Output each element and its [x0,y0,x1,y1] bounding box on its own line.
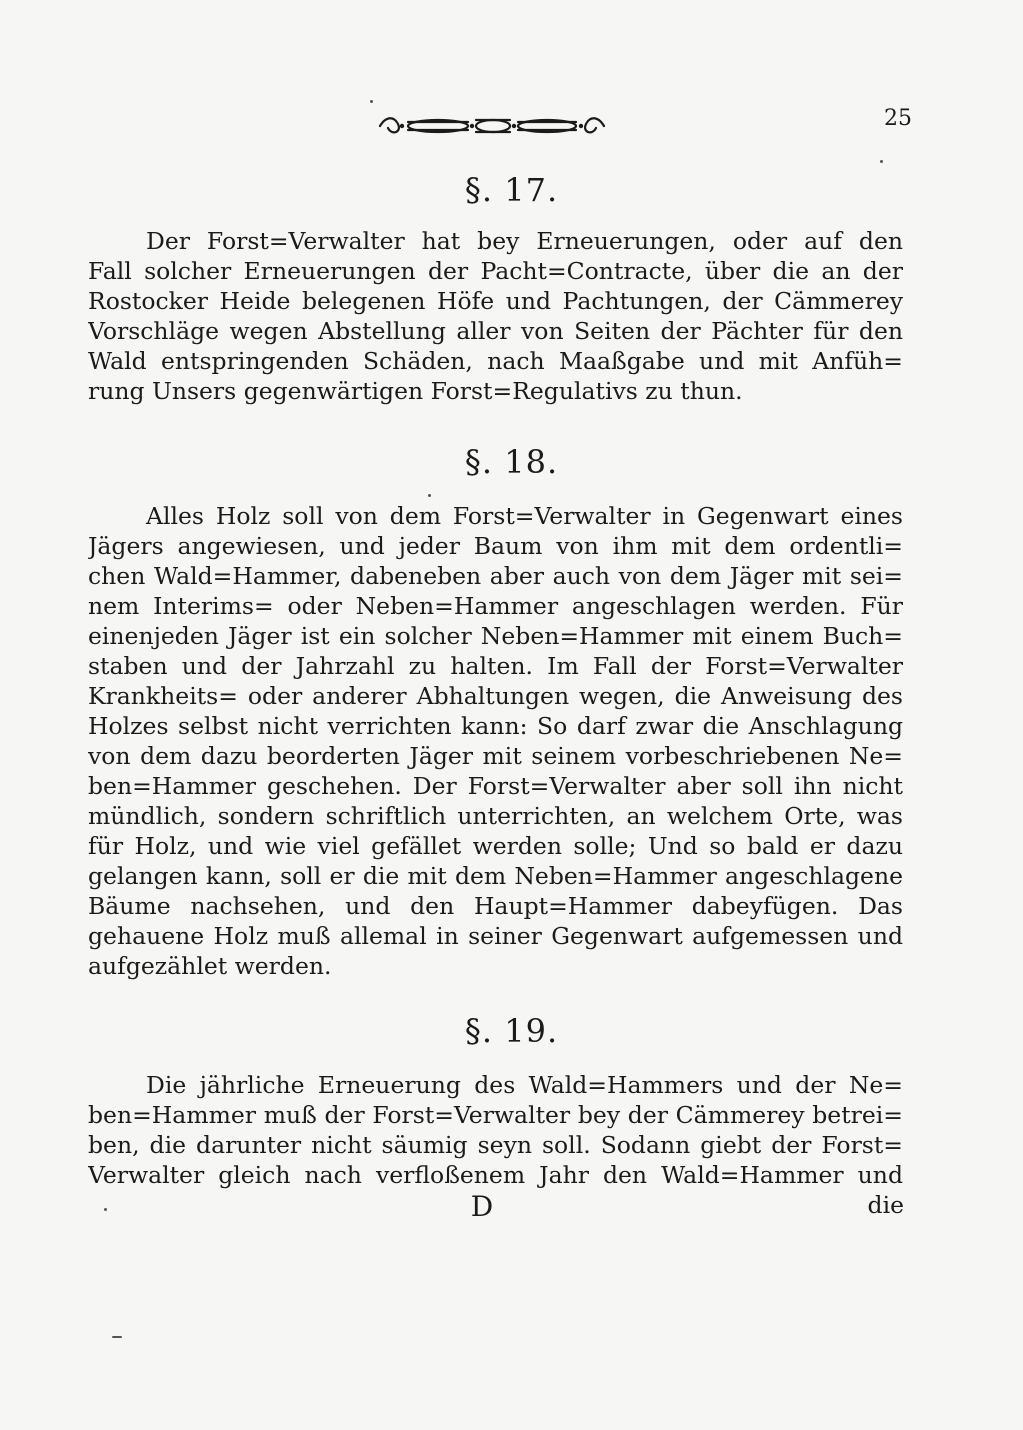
scan-speck [880,160,883,163]
ornamental-vignette-icon [372,106,612,142]
catchword: die [867,1191,904,1219]
text-line: staben und der Jahrzahl zu halten. Im Fall der Forst=Verwalter [88,652,903,680]
text-line: aufgezählet werden. [88,952,332,980]
text-line: gelangen kann, soll er die mit dem Neben=Hammer angeschlagene [88,862,903,890]
page-number: 25 [884,106,912,131]
text-line: rung Unsers gegenwärtigen Forst=Regulativs zu thun. [88,377,743,405]
text-line: Der Forst=Verwalter hat bey Erneuerungen, oder auf den [146,227,903,255]
text-line: gehauene Holz muß allemal in seiner Gegenwart aufgemessen und [88,922,903,950]
section-heading-19: §. 19. [464,1012,559,1050]
signature-mark: D [470,1190,494,1223]
section-paragraph-19 [88,1070,903,1190]
section-paragraph-18 [88,501,903,981]
text-line: Krankheits= oder anderer Abhaltungen wegen, die Anweisung des [88,682,903,710]
text-line: ben, die darunter nicht säumig seyn soll. Sodann giebt der Forst= [88,1131,903,1159]
section-heading-18: §. 18. [464,443,559,481]
scan-speck [428,494,431,497]
scan-speck [104,1208,107,1211]
text-line: Verwalter gleich nach verfloßenem Jahr den Wald=Hammer und [88,1161,903,1189]
text-line: Die jährliche Erneuerung des Wald=Hammers und der Ne= [146,1071,903,1099]
text-line: Holzes selbst nicht verrichten kann: So darf zwar die Anschlagung [88,712,903,740]
text-line: mündlich, sondern schriftlich unterrichten, an welchem Orte, was [88,802,903,830]
section-heading-17: §. 17. [464,171,559,209]
text-line: nem Interims= oder Neben=Hammer angeschlagen werden. Für [88,592,903,620]
section-paragraph-17 [88,226,903,406]
text-line: Fall solcher Erneuerungen der Pacht=Contracte, über die an der [88,257,903,285]
text-line: chen Wald=Hammer, dabeneben aber auch von dem Jäger mit sei= [88,562,903,590]
text-line: Vorschläge wegen Abstellung aller von Seiten der Pächter für den [88,317,903,345]
text-line: Jägers angewiesen, und jeder Baum von ihm mit dem ordentli= [88,532,903,560]
text-line: für Holz, und wie viel gefället werden solle; Und so bald er dazu [88,832,903,860]
text-line: Alles Holz soll von dem Forst=Verwalter in Gegenwart eines [146,502,903,530]
text-line: Rostocker Heide belegenen Höfe und Pachtungen, der Cämmerey [88,287,903,315]
text-line: ben=Hammer geschehen. Der Forst=Verwalter aber soll ihn nicht [88,772,903,800]
text-line: Wald entspringenden Schäden, nach Maaßgabe und mit Anfüh= [88,347,903,375]
text-line: einenjeden Jäger ist ein solcher Neben=Hammer mit einem Buch= [88,622,903,650]
scan-speck [370,100,373,103]
text-line: Bäume nachsehen, und den Haupt=Hammer dabeyfügen. Das [88,892,903,920]
scan-speck [112,1336,122,1338]
text-line: ben=Hammer muß der Forst=Verwalter bey der Cämmerey betrei= [88,1101,903,1129]
text-line: von dem dazu beorderten Jäger mit seinem vorbeschriebenen Ne= [88,742,903,770]
